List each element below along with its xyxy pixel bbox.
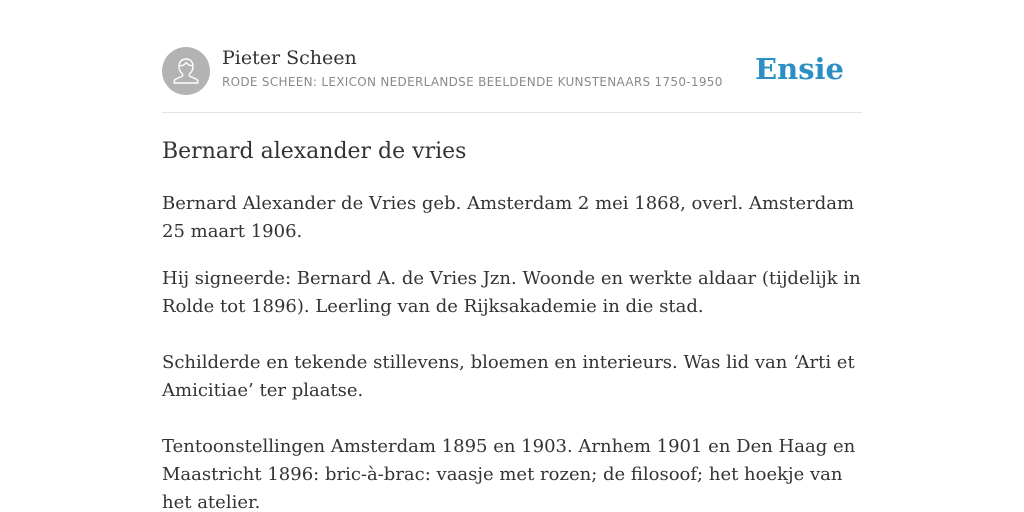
article-body: [162, 190, 862, 512]
author-name[interactable]: Pieter Scheen: [222, 47, 357, 69]
paragraph: Hij signeerde: Bernard A. de Vries Jzn. Woonde en werkte aldaar (tijdelijk in Rolde tot 1896). Leerling van de Rijksakademie in die stad.: [162, 268, 861, 317]
paragraph: Schilderde en tekende stillevens, bloemen en interieurs. Was lid van ‘Arti et Amicitiae’ ter plaatse.: [162, 352, 855, 401]
user-silhouette-icon: [162, 47, 210, 95]
ensie-logo[interactable]: Ensie: [755, 52, 844, 86]
paragraph: Bernard Alexander de Vries geb. Amsterdam 2 mei 1868, overl. Amsterdam 25 maart 1906.: [162, 193, 855, 242]
article-title: Bernard alexander de vries: [162, 139, 467, 164]
source-title[interactable]: RODE SCHEEN: LEXICON NEDERLANDSE BEELDENDE KUNSTENAARS 1750-1950: [222, 75, 723, 89]
article-header: [162, 46, 862, 113]
author-avatar[interactable]: [162, 47, 210, 95]
paragraph: Tentoonstellingen Amsterdam 1895 en 1903. Arnhem 1901 en Den Haag en Maastricht 1896: bric-à-brac: vaasje met rozen; de filosoof; het hoekje van het atelier.: [162, 436, 856, 512]
